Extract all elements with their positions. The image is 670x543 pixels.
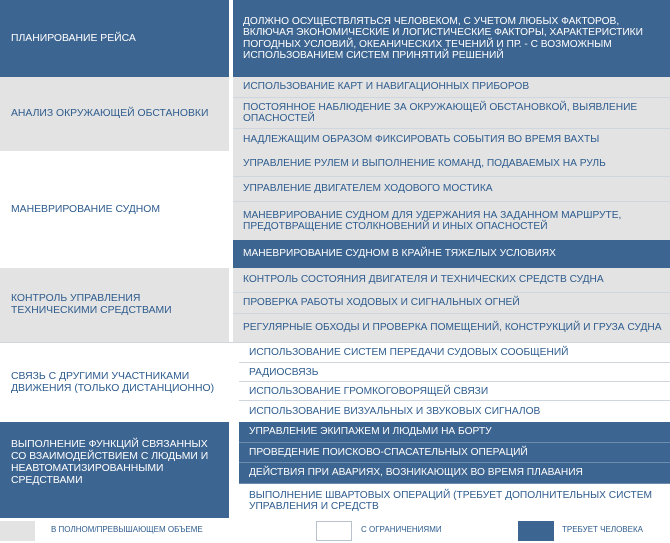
table-row — [0, 422, 670, 518]
table-row — [0, 268, 670, 342]
row-divider — [239, 483, 670, 484]
category-cell: ПЛАНИРОВАНИЕ РЕЙСА — [0, 0, 229, 77]
legend-label-full: В ПОЛНОМ/ПРЕВЫШАЮЩЕМ ОБЪЕМЕ — [51, 525, 203, 534]
task-cell: МАНЕВРИРОВАНИЕ СУДНОМ В КРАЙНЕ ТЯЖЕЛЫХ УСЛОВИЯХ — [233, 240, 670, 268]
task-cell: ДЕЙСТВИЯ ПРИ АВАРИЯХ, ВОЗНИКАЮЩИХ ВО ВРЕМЯ ПЛАВАНИЯ — [239, 463, 670, 483]
row-divider — [239, 381, 670, 382]
task-cell: МАНЕВРИРОВАНИЕ СУДНОМ ДЛЯ УДЕРЖАНИЯ НА ЗАДАННОМ МАРШРУТЕ, ПРЕДОТВРАЩЕНИЕ СТОЛКНОВЕНИЙ И ИНЫХ ОПАСНОСТЕЙ — [233, 202, 670, 240]
task-cell: ПОСТОЯННОЕ НАБЛЮДЕНИЕ ЗА ОКРУЖАЮЩЕЙ ОБСТАНОВКОЙ, ВЫЯВЛЕНИЕ ОПАСНОСТЕЙ — [233, 98, 670, 128]
row-divider — [233, 128, 670, 129]
task-cell: ИСПОЛЬЗОВАНИЕ СИСТЕМ ПЕРЕДАЧИ СУДОВЫХ СООБЩЕНИЙ — [239, 343, 670, 363]
task-cell: УПРАВЛЕНИЕ РУЛЕМ И ВЫПОЛНЕНИЕ КОМАНД, ПОДАВАЕМЫХ НА РУЛЬ — [233, 151, 670, 176]
task-cell: РАДИОСВЯЗЬ — [239, 363, 670, 382]
row-divider — [233, 97, 670, 98]
row-divider — [233, 313, 670, 314]
legend-swatch-limited — [316, 521, 352, 541]
task-cell: ВЫПОЛНЕНИЕ ШВАРТОВЫХ ОПЕРАЦИЙ (ТРЕБУЕТ ДОПОЛНИТЕЛЬНЫХ СИСТЕМ УПРАВЛЕНИЯ И СРЕДСТВ — [239, 484, 670, 518]
table-row — [0, 342, 670, 422]
row-divider — [233, 201, 670, 202]
category-cell: МАНЕВРИРОВАНИЕ СУДНОМ — [0, 151, 229, 268]
row-divider — [239, 442, 670, 443]
category-cell: КОНТРОЛЬ УПРАВЛЕНИЯ ТЕХНИЧЕСКИМИ СРЕДСТВАМИ — [0, 268, 229, 342]
task-cell: ИСПОЛЬЗОВАНИЕ КАРТ И НАВИГАЦИОННЫХ ПРИБОРОВ — [233, 77, 670, 97]
legend-swatch-full — [0, 521, 35, 541]
legend-swatch-human — [518, 521, 554, 541]
row-divider — [239, 400, 670, 401]
legend-label-limited: С ОГРАНИЧЕНИЯМИ — [361, 525, 442, 534]
legend-label-human: ТРЕБУЕТ ЧЕЛОВЕКА — [562, 525, 643, 534]
row-divider — [239, 462, 670, 463]
table-row — [0, 151, 670, 268]
task-cell: ИСПОЛЬЗОВАНИЕ ГРОМКОГОВОРЯЩЕЙ СВЯЗИ — [239, 382, 670, 401]
task-cell: РЕГУЛЯРНЫЕ ОБХОДЫ И ПРОВЕРКА ПОМЕЩЕНИЙ, КОНСТРУКЦИЙ И ГРУЗА СУДНА — [233, 314, 670, 342]
category-cell: АНАЛИЗ ОКРУЖАЮЩЕЙ ОБСТАНОВКИ — [0, 77, 229, 151]
task-cell: ИСПОЛЬЗОВАНИЕ ВИЗУАЛЬНЫХ И ЗВУКОВЫХ СИГНАЛОВ — [239, 401, 670, 422]
task-cell: КОНТРОЛЬ СОСТОЯНИЯ ДВИГАТЕЛЯ И ТЕХНИЧЕСКИХ СРЕДСТВ СУДНА — [233, 268, 670, 292]
row-divider — [239, 362, 670, 363]
row-divider — [233, 176, 670, 177]
task-cell: НАДЛЕЖАЩИМ ОБРАЗОМ ФИКСИРОВАТЬ СОБЫТИЯ ВО ВРЕМЯ ВАХТЫ — [233, 129, 670, 151]
table-row — [0, 0, 670, 77]
task-cell: УПРАВЛЕНИЕ ДВИГАТЕЛЕМ ХОДОВОГО МОСТИКА — [233, 177, 670, 201]
task-cell: ПРОВЕРКА РАБОТЫ ХОДОВЫХ И СИГНАЛЬНЫХ ОГНЕЙ — [233, 293, 670, 313]
category-cell: СВЯЗЬ С ДРУГИМИ УЧАСТНИКАМИ ДВИЖЕНИЯ (ТОЛЬКО ДИСТАНЦИОННО) — [0, 343, 229, 422]
category-cell: ВЫПОЛНЕНИЕ ФУНКЦИЙ СВЯЗАННЫХ СО ВЗАИМОДЕЙСТВИЕМ С ЛЮДЬМИ И НЕАВТОМАТИЗИРОВАННЫМИ СРЕДСТВАМИ — [0, 422, 229, 518]
row-divider — [233, 292, 670, 293]
legend — [0, 519, 670, 543]
task-cell: ПРОВЕДЕНИЕ ПОИСКОВО-СПАСАТЕЛЬНЫХ ОПЕРАЦИЙ — [239, 443, 670, 462]
task-cell: УПРАВЛЕНИЕ ЭКИПАЖЕМ И ЛЮДЬМИ НА БОРТУ — [239, 422, 670, 442]
table-row — [0, 77, 670, 151]
task-cell: ДОЛЖНО ОСУЩЕСТВЛЯТЬСЯ ЧЕЛОВЕКОМ, С УЧЕТОМ ЛЮБЫХ ФАКТОРОВ, ВКЛЮЧАЯ ЭКОНОМИЧЕСКИЕ И ЛОГИСТИЧЕСКИЕ ФАКТОРЫ, ХАРАКТЕРИСТИКИ ПОГОДНЫХ УСЛОВИЙ, ОКЕАНИЧЕСКИХ ТЕЧЕНИЙ И ПР. - С ВОЗМОЖНЫМ ИСПОЛЬЗОВАНИЕМ СИСТЕМ ПРИНЯТИЙ РЕШЕНИЙ — [233, 0, 670, 77]
